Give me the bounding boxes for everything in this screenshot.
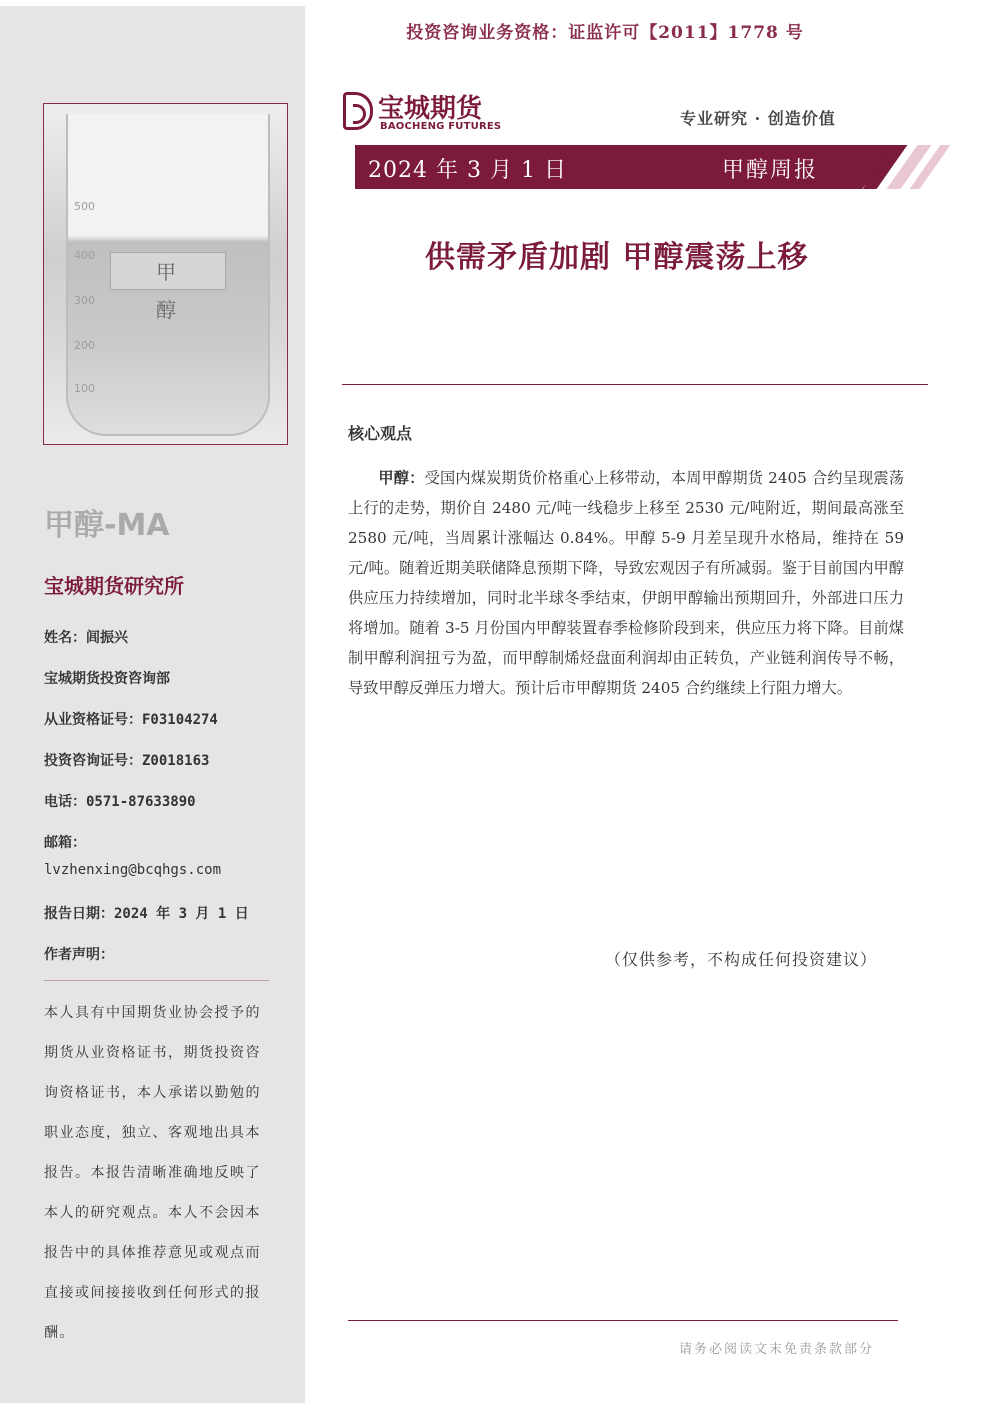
beaker-label: 甲 醇 <box>110 252 226 290</box>
core-view-paragraph <box>348 463 904 703</box>
beaker-tick: 100 <box>74 382 95 395</box>
header-rule <box>342 384 928 385</box>
logo-name-en: BAOCHENG FUTURES <box>380 121 502 132</box>
beaker-tick: 300 <box>74 294 95 307</box>
methanol-beaker-photo <box>43 103 288 445</box>
qualification-number: 从业资格证号：F03104274 <box>44 712 218 728</box>
report-date: 报告日期：2024 年 3 月 1 日 <box>44 906 249 922</box>
phone: 电话：0571-87633890 <box>44 794 196 810</box>
footer-note: 请务必阅读文末免责条款部分 <box>679 1342 875 1357</box>
beaker-tick: 400 <box>74 249 95 262</box>
section-title: 核心观点 <box>348 424 413 443</box>
department: 宝城期货投资咨询部 <box>44 671 170 687</box>
beaker-tick: 200 <box>74 339 95 352</box>
email-link[interactable]: lvzhenxing@bcqhgs.com <box>44 862 222 878</box>
sidebar-divider <box>44 980 269 981</box>
headline: 供需矛盾加剧 甲醇震荡上移 <box>425 240 809 275</box>
disclaimer: （仅供参考，不构成任何投资建议） <box>605 950 878 969</box>
paragraph-text: 受国内煤炭期货价格重心上移带动，本周甲醇期货 2405 合约呈现震荡上行的走势，期价自 2480 元/吨一线稳步上移至 2530 元/吨附近，期间最高涨至 2580 元/吨，当周累计涨幅达 0.84%。甲醇 5-9 月差呈现升水格局，维持在 59 元/吨。随着近期美联储降息预期下降，导致宏观因子有所减弱。鉴于目前国内甲醇供应压力持续增加，同时北半球冬季结束，伊朗甲醇输出预期回升，外部进口压力将增加。随着 3-5 月份国内甲醇装置春季检修阶段到来，供应压力将下降。目前煤制甲醇利润扭亏为盈，而甲醇制烯烃盘面利润却由正转负，产业链利润传导不畅，导致甲醇反弹压力增大。预计后市甲醇期货 2405 合约继续上行阻力增大。 <box>348 469 904 697</box>
institute-name: 宝城期货研究所 <box>44 574 184 598</box>
logo-icon <box>343 92 373 130</box>
email-label: 邮箱： <box>44 835 86 851</box>
logo-name-cn: 宝城期货 <box>378 94 483 124</box>
statement-label: 作者声明： <box>44 947 114 963</box>
report-date-banner: 2024 年 3 月 1 日 <box>368 158 567 183</box>
consult-cert-number: 投资咨询证号：Z0018163 <box>44 753 210 769</box>
author-statement: 本人具有中国期货业协会授予的期货从业资格证书，期货投资咨询资格证书，本人承诺以勤勉的职业态度，独立、客观地出具本报告。本报告清晰准确地反映了本人的研究观点。本人不会因本报告中的具体推荐意见或观点而直接或间接接收到任何形式的报酬。 <box>44 1005 261 1341</box>
paragraph-lead: 甲醇： <box>378 469 425 487</box>
footer-rule <box>348 1320 898 1321</box>
analyst-name: 姓名：闾振兴 <box>44 630 128 646</box>
report-type: 甲醇周报 <box>722 158 819 183</box>
license-line: 投资咨询业务资格：证监许可【2011】1778 号 <box>406 23 804 43</box>
product-title: 甲醇-MA <box>44 508 170 543</box>
beaker-tick: 500 <box>74 200 95 213</box>
slogan: 专业研究 · 创造价值 <box>680 109 836 128</box>
